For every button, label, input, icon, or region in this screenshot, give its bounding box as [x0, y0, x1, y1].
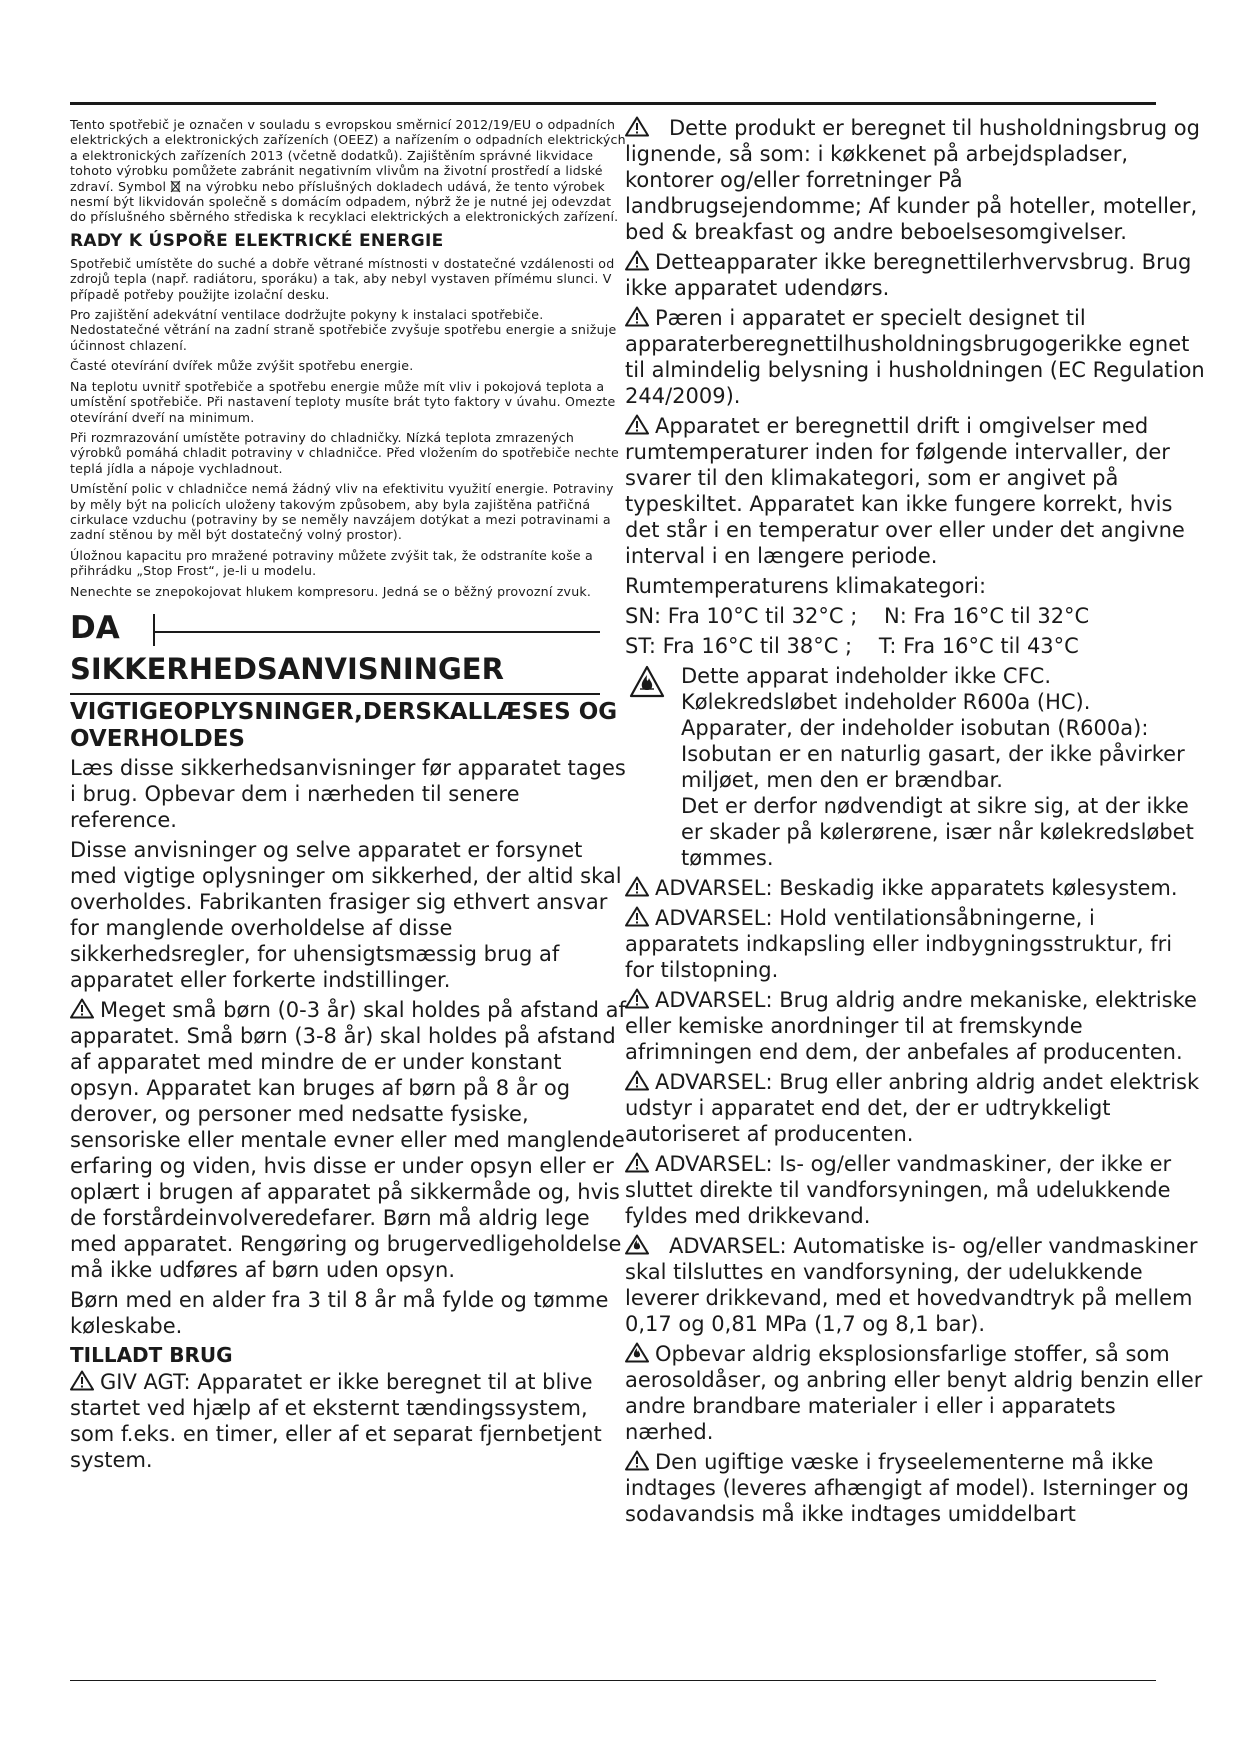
warning-icon: [625, 306, 649, 327]
energy-tips-heading: RADY K ÚSPOŘE ELEKTRICKÉ ENERGIE: [70, 230, 444, 251]
climate-row: [625, 633, 1205, 659]
tip-item: Časté otevírání dvířek může zvýšit spotřebu energie.: [70, 358, 414, 374]
warning-item: ADVARSEL: Hold ventilationsåbningerne, i apparatets indkapsling eller indbygningsstruktur, fri for tilstopning.: [625, 906, 1173, 982]
czech-section: [70, 117, 630, 599]
weee-paragraph: Tento spotřebič je označen v souladu s evropskou směrnicí 2012/19/EU o odpadních elektrických a elektronických zařízeních (OEEZ) a nařízením o odpadních elektrických a elektronických zařízeních 2013 (včetně dodatků). Zajištěním správné likvidace tohoto výrobku pomůžete zabránit negativním vlivům na životní prostředí a lidské zdraví. Symbol na výrobku nebo příslušných dokladech udává, že tento výrobek nesmí být likvidován společně s domácím odpadem, nýbrž že je nutné jej odevzdat do příslušného sběrného střediska k recyklaci elektrických a elektronických zařízení.: [70, 117, 626, 225]
warning-icon: [625, 1450, 649, 1471]
tip-item: Úložnou kapacitu pro mražené potraviny můžete zvýšit tak, že odstraníte koše a přihrádku „Stop Frost“, je-li u modelu.: [70, 547, 593, 579]
flammable-refrigerant-block: [625, 663, 1205, 875]
children-warning: Meget små børn (0-3 år) skal holdes på afstand af apparatet. Små børn (3-8 år) skal holdes på afstand af apparatet med mindre de er under konstant opsyn. Apparatet kan bruges af børn på 8 år og derover, og personer med nedsatte fysiske, sensoriske eller mentale evner eller med manglende erfaring og viden, hvis disse er under opsyn eller er oplært i brugen af apparatet på sikkermåde og, hvis de forstårdeinvolveredefarer. Børn må aldrig lege med apparatet. Rengøring og brugervedligeholdelse må ikke udføres af børn uden opsyn.: [70, 997, 626, 1282]
tip-item: Nenechte se znepokojovat hlukem kompresoru. Jedná se o běžný provozní zvuk.: [70, 583, 592, 599]
climate-t: T: Fra 16°C til 43°C: [878, 634, 1079, 658]
climate-row: [625, 603, 1205, 629]
tip-item: Na teplotu uvnitř spotřebiče a spotřebu energie může mít vliv i pokojová teplota a umístění spotřebiče. Při nastavení teploty musíte brát tyto faktory v úvahu. Omezte otevírání dveří na minimum.: [70, 378, 616, 425]
top-rule: [70, 102, 1156, 105]
cfc-paragraph: Dette apparat indeholder ikke CFC. Kølekredsløbet indeholder R600a (HC). Apparater, der indeholder isobutan (R600a): Isobutan er en naturlig gasart, der ikke påvirker miljøet, men den er brændbar.: [681, 664, 1185, 792]
not-commercial-paragraph: Detteapparater ikke beregnettilerhvervsbrug. Brug ikke apparatet udendørs.: [625, 250, 1192, 300]
header-divider: [153, 614, 155, 646]
flammable-warning-icon: [625, 1234, 649, 1255]
warning-item: ADVARSEL: Is- og/eller vandmaskiner, der ikke er sluttet direkte til vandforsyningen, må udelukkende fyldes med drikkevand.: [625, 1152, 1172, 1228]
tip-item: Umístění polic v chladničce nemá žádný vliv na efektivitu využití energie. Potraviny by měly být na policích uloženy takovým způsobem, aby byla zajištěna patřičná cirkulace vzduchu (potraviny by se neměly navzájem dotýkat a mezi potravinami a zadní stěnou by měl být dostatečný volný prostor).: [70, 481, 614, 543]
warning-icon: [625, 414, 649, 435]
children-age-paragraph: Børn med en alder fra 3 til 8 år må fylde og tømme køleskabe.: [70, 1287, 609, 1338]
flammable-warning-icon: [625, 1342, 649, 1363]
danish-left-section: [70, 699, 630, 1473]
tip-item: Pro zajištění adekvátní ventilace dodržujte pokyny k instalaci spotřebiče. Nedostatečné větrání na zadní straně spotřebiče zvyšuje spotřebu energie a snižuje účinnost chlazení.: [70, 307, 617, 353]
language-code: DA: [70, 609, 120, 646]
important-info-heading: VIGTIGEOPLYSNINGER,DERSKALLÆSES OG OVERHOLDES: [70, 698, 618, 752]
title-underline: [70, 693, 600, 695]
warning-icon: [625, 116, 649, 137]
warning-item: Den ugiftige væske i fryseelementerne må ikke indtages (leveres afhængigt af model). Isterninger og sodavandsis må ikke indtages umiddelbart: [625, 1450, 1189, 1526]
bulb-paragraph: Pæren i apparatet er specielt designet til apparaterberegnettilhusholdningsbrugogerikke egnet til almindelig belysning i husholdningen (EC Regulation 244/2009).: [625, 306, 1205, 408]
warning-icon: [625, 250, 649, 271]
section-title: SIKKERHEDSANVISNINGER: [70, 651, 504, 686]
household-use-paragraph: Dette produkt er beregnet til husholdningsbrug og lignende, så som: i køkkenet på arbejdspladser, kontorer og/eller forretninger På landbrugsejendomme; Af kunder på hoteller, moteller, bed & breakfast og andre beboelsesomgivelser.: [625, 116, 1200, 244]
warning-item: ADVARSEL: Automatiske is- og/eller vandmaskiner skal tilsluttes en vandforsyning, der udelukkende leverer drikkevand, med et hovedvandtryk på mellem 0,17 og 0,81 MPa (1,7 og 8,1 bar).: [625, 1234, 1198, 1336]
warning-icon: [625, 1070, 649, 1091]
warning-icon: [625, 906, 649, 927]
flammable-warning-icon: [629, 665, 665, 699]
tip-item: Spotřebič umístěte do suché a dobře větrané místnosti v dostatečné vzdálenosti od zdrojů tepla (např. radiátoru, sporáku) a tak, aby nebyl vystaven přímému slunci. V případě potřeby použijte izolační desku.: [70, 255, 615, 302]
warning-item: Opbevar aldrig eksplosionsfarlige stoffer, så som aerosoldåser, og anbring eller benyt aldrig benzin eller andre brandbare materialer i eller i apparatets nærhed.: [625, 1342, 1203, 1444]
intro-paragraph: Læs disse sikkerhedsanvisninger før apparatet tages i brug. Opbevar dem i nærheden til senere reference.: [70, 755, 626, 832]
warning-item: ADVARSEL: Brug aldrig andre mekaniske, elektriske eller kemiske anordninger til at fremskynde afrimningen end dem, der anbefales af producenten.: [625, 988, 1197, 1064]
climate-paragraph: Apparatet er beregnettil drift i omgivelser med rumtemperaturer inden for følgende intervaller, der svarer til den klimakategori, som er angivet på typeskiltet. Apparatet kan ikke fungere korrekt, hvis det står i en temperatur over eller under det angivne interval i en længere periode.: [625, 414, 1185, 568]
warning-icon: [625, 1152, 649, 1173]
warning-item: ADVARSEL: Brug eller anbring aldrig andet elektrisk udstyr i apparatet end det, der er udtrykkeligt autoriseret af producenten.: [625, 1070, 1200, 1146]
climate-n: N: Fra 16°C til 32°C: [884, 604, 1090, 628]
caution-paragraph: GIV AGT: Apparatet er ikke beregnet til at blive startet ved hjælp af et eksternt tændingssystem, som f.eks. en timer, eller af et separat fjernbetjent system.: [70, 1369, 602, 1472]
warning-icon: [70, 998, 94, 1019]
cfc-paragraph-2: Det er derfor nødvendigt at sikre sig, at der ikke er skader på kølerørene, især når kølekredsløbet tømmes.: [681, 794, 1194, 870]
left-column: [70, 117, 630, 1477]
warning-icon: [625, 876, 649, 897]
warning-item: ADVARSEL: Beskadig ikke apparatets kølesystem.: [625, 875, 1205, 901]
tip-item: Při rozmrazování umístěte potraviny do chladničky. Nízká teplota zmrazených výrobků pomáhá chladit potraviny v chladničce. Před vložením do spotřebiče nechte teplá jídla a nápoje vychladnout.: [70, 429, 619, 476]
language-header: [70, 609, 630, 693]
warning-icon: [70, 1370, 94, 1391]
climate-sn: SN: Fra 10°C til 32°C ;: [625, 604, 858, 628]
allowed-use-heading: TILLADT BRUG: [70, 1342, 233, 1367]
warning-icon: [625, 988, 649, 1009]
bottom-rule: [70, 1680, 1156, 1681]
crossed-bin-icon: [170, 180, 181, 193]
climate-heading: Rumtemperaturens klimakategori:: [625, 574, 987, 598]
header-line: [155, 631, 600, 633]
right-column: [625, 115, 1205, 1531]
climate-st: ST: Fra 16°C til 38°C ;: [625, 634, 853, 658]
instructions-paragraph: Disse anvisninger og selve apparatet er forsynet med vigtige oplysninger om sikkerhed, der altid skal overholdes. Fabrikanten frasiger sig ethvert ansvar for manglende overholdelse af disse sikkerhedsregler, for uhensigtsmæssig brug af apparatet eller forkerte indstillinger.: [70, 837, 622, 992]
